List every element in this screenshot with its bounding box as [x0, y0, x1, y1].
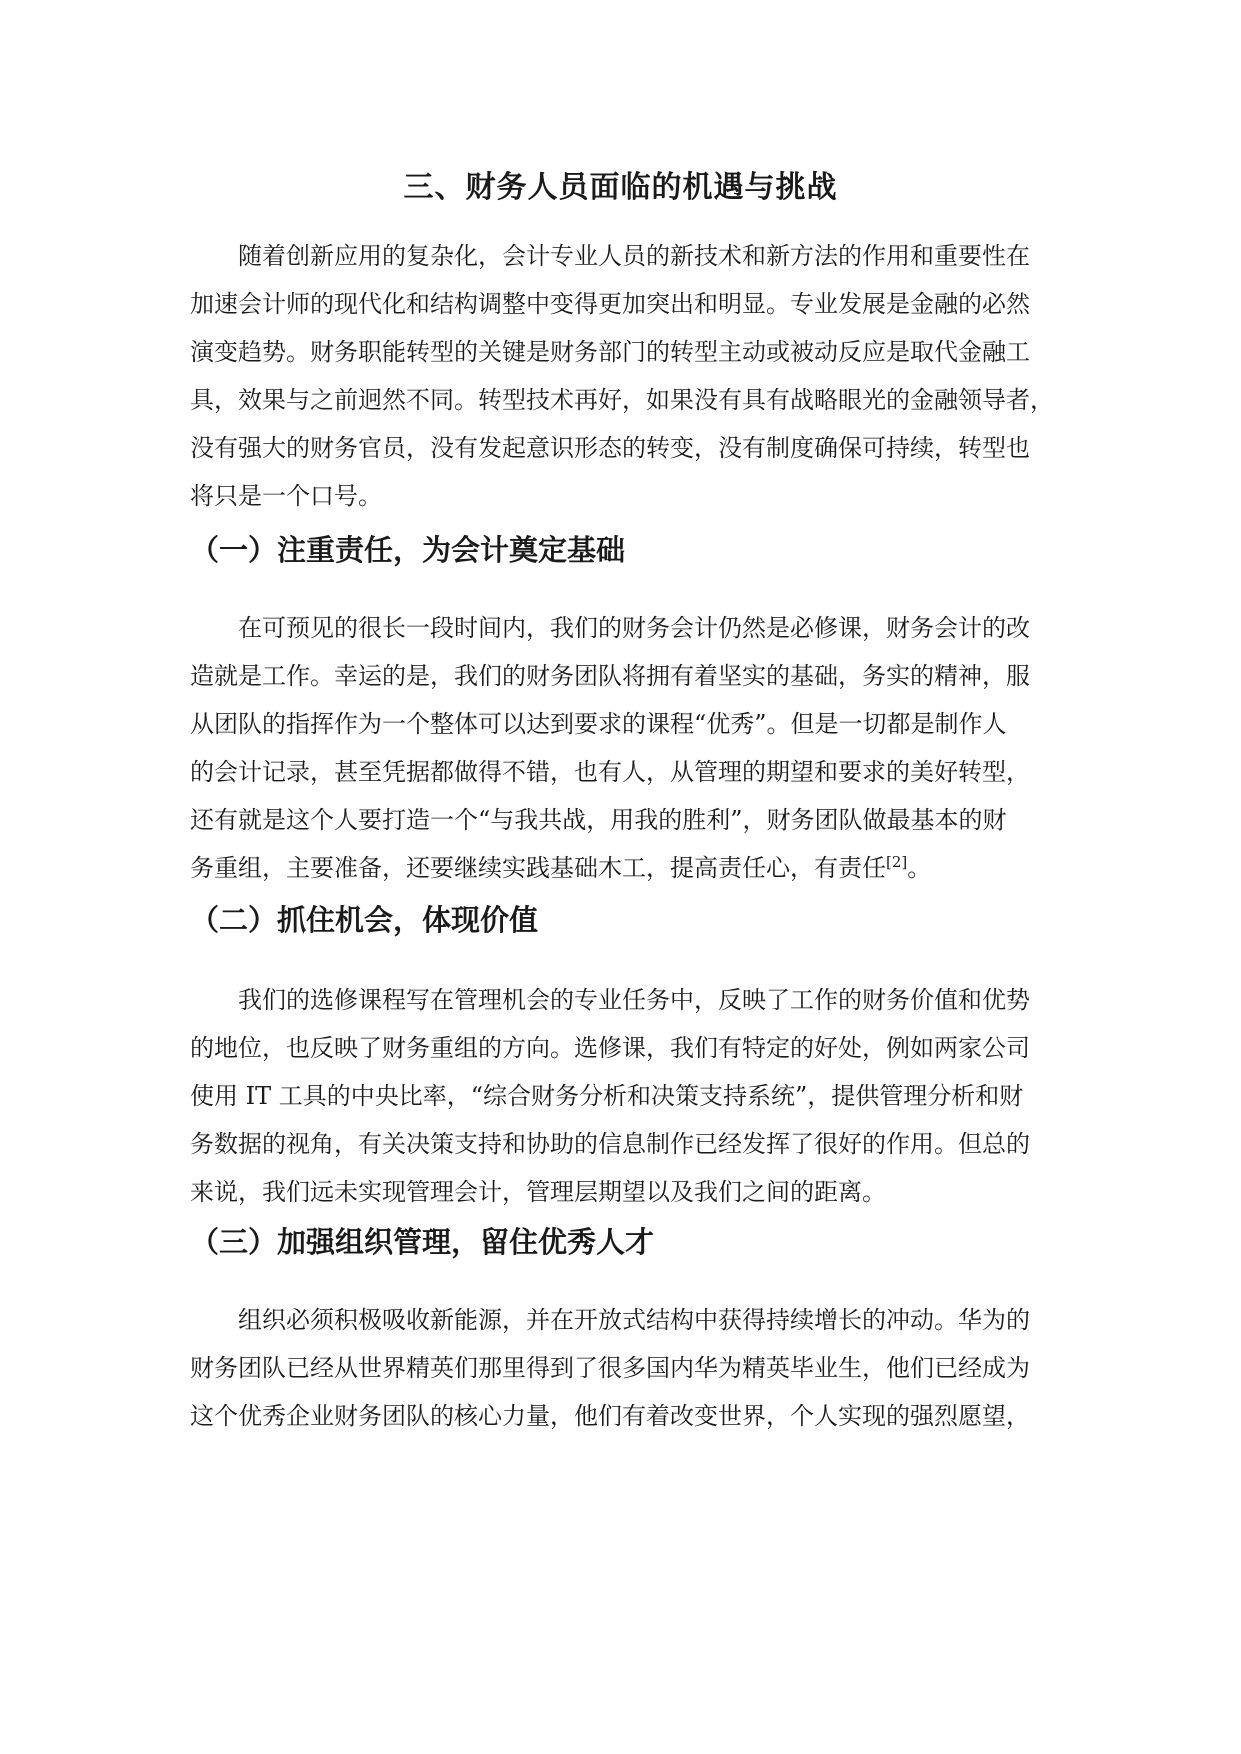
section-3-paragraph: [190, 1296, 1066, 1440]
paragraph-line: 没有强大的财务官员，没有发起意识形态的转变，没有制度确保可持续，转型也: [190, 434, 1030, 462]
section-heading-2: （二）抓住机会，体现价值: [190, 903, 539, 937]
paragraph-line: 在可预见的很长一段时间内，我们的财务会计仍然是必修课，财务会计的改: [238, 614, 1030, 642]
paragraph-line: 造就是工作。幸运的是，我们的财务团队将拥有着坚实的基础，务实的精神，服: [190, 662, 1030, 690]
paragraph-line: 财务团队已经从世界精英们那里得到了很多国内华为精英毕业生，他们已经成为: [190, 1354, 1030, 1382]
paragraph-line: 从团队的指挥作为一个整体可以达到要求的课程“优秀”。但是一切都是制作人: [190, 710, 1007, 738]
paragraph-text: 务重组，主要准备，还要继续实践基础木工，提高责任心，有责任: [190, 854, 886, 882]
paragraph-line: 这个优秀企业财务团队的核心力量，他们有着改变世界，个人实现的强烈愿望，: [190, 1402, 1030, 1430]
paragraph-line: 我们的选修课程写在管理机会的专业任务中，反映了工作的财务价值和优势: [238, 986, 1030, 1014]
paragraph-line: 演变趋势。财务职能转型的关键是财务部门的转型主动或被动反应是取代金融工: [190, 338, 1030, 366]
paragraph-ending: 。: [907, 854, 932, 882]
citation-ref: [2]: [886, 853, 908, 871]
paragraph-line: 将只是一个口号。: [190, 482, 382, 510]
section-heading-1: （一）注重责任，为会计奠定基础: [190, 533, 626, 567]
paragraph-line: 的会计记录，甚至凭据都做得不错，也有人，从管理的期望和要求的美好转型，: [190, 758, 1030, 786]
section-1-paragraph: [190, 604, 1066, 892]
paragraph-line: 随着创新应用的复杂化，会计专业人员的新技术和新方法的作用和重要性在: [238, 242, 1030, 270]
section-heading-3: （三）加强组织管理，留住优秀人才: [190, 1225, 655, 1259]
paragraph-line: 务数据的视角，有关决策支持和协助的信息制作已经发挥了很好的作用。但总的: [190, 1130, 1030, 1158]
paragraph-line-last: [190, 844, 1066, 892]
intro-paragraph: [190, 232, 1066, 520]
paragraph-line: 的地位，也反映了财务重组的方向。选修课，我们有特定的好处，例如两家公司: [190, 1034, 1030, 1062]
paragraph-line: 来说，我们远未实现管理会计，管理层期望以及我们之间的距离。: [190, 1178, 886, 1206]
paragraph-line: 具，效果与之前迥然不同。转型技术再好，如果没有具有战略眼光的金融领导者，: [190, 386, 1054, 414]
paragraph-line: 加速会计师的现代化和结构调整中变得更加突出和明显。专业发展是金融的必然: [190, 290, 1030, 318]
section-2-paragraph: [190, 976, 1066, 1216]
chapter-title: 三、财务人员面临的机遇与挑战: [403, 170, 838, 205]
paragraph-line: 组织必须积极吸收新能源，并在开放式结构中获得持续增长的冲动。华为的: [238, 1306, 1030, 1334]
paragraph-line: 使用 IT 工具的中央比率，“综合财务分析和决策支持系统”，提供管理分析和财: [190, 1082, 1024, 1110]
paragraph-line: 还有就是这个人要打造一个“与我共战，用我的胜利”，财务团队做最基本的财: [190, 806, 1007, 834]
